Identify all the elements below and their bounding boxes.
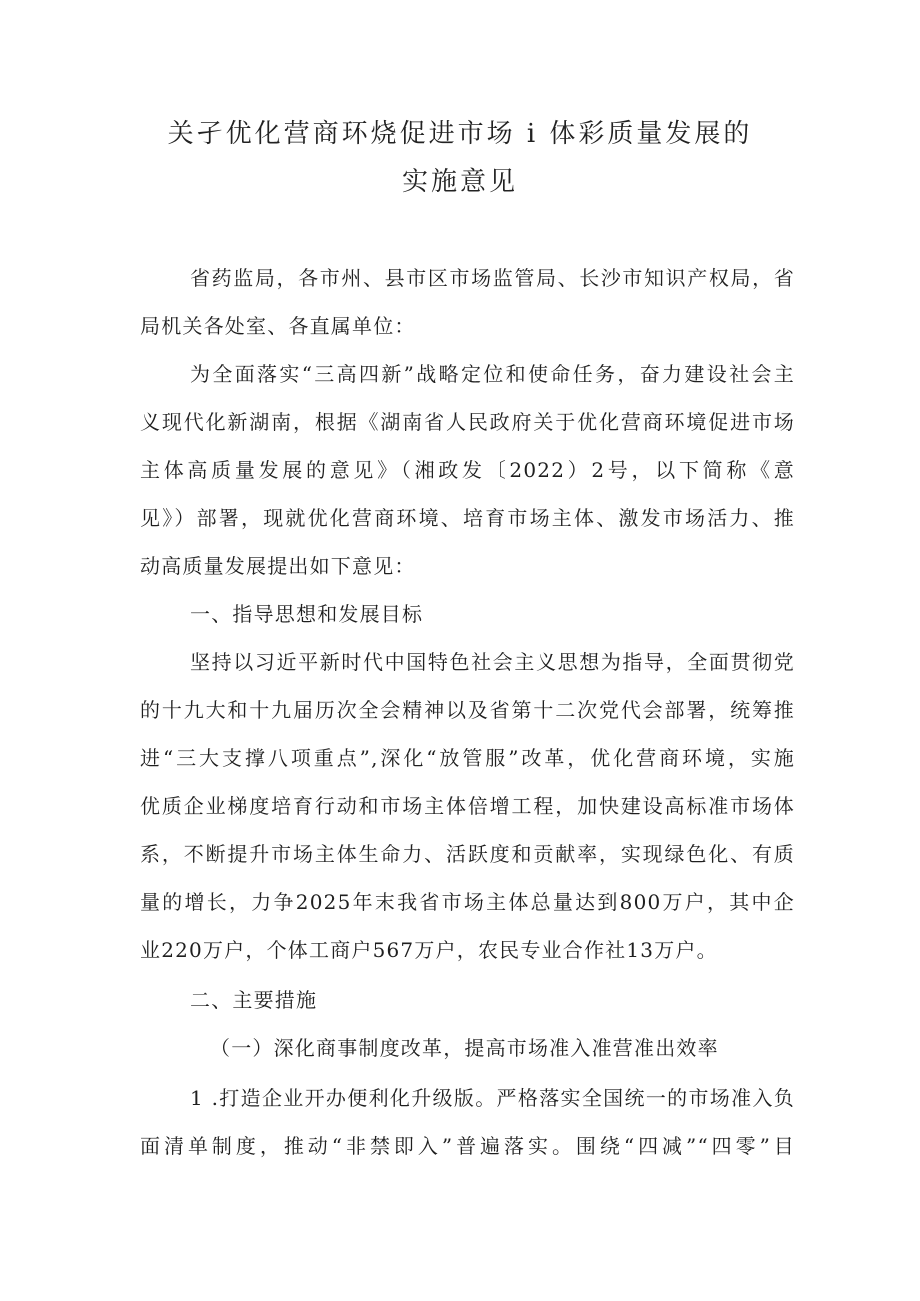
guideline-line-6: 量的增长，力争2025年末我省市场主体总量达到800万户，其中企 [140,890,795,914]
guideline-line-7: 业220万户，个体工商户567万户，农民专业合作社13万户。 [140,938,718,962]
subsection-heading-1: （一）深化商事制度改革，提高市场准入准营准出效率 [210,1036,719,1060]
intro-line-3: 主体高质量发展的意见》（湘政发〔2022）2号，以下简称《意 [140,458,795,482]
guideline-line-5: 系，不断提升市场主体生命力、活跃度和贡献率，实现绿色化、有质 [140,842,795,866]
addressee-line-2: 局机关各处室、各直属单位： [140,314,416,338]
intro-line-5: 动高质量发展提出如下意见： [140,554,416,578]
intro-line-2: 义现代化新湖南，根据《湖南省人民政府关于优化营商环境促进市场 [140,410,795,434]
doc-title-line-2: 实施意见 [401,167,518,197]
measure-line-1: 1 .打造企业开办便利化升级版。严格落实全国统一的市场准入负 [190,1086,795,1110]
addressee-line-1: 省药监局，各市州、县市区市场监管局、长沙市知识产权局，省 [190,266,795,290]
intro-line-4: 见》）部署，现就优化营商环境、培育市场主体、激发市场活力、推 [140,506,795,530]
measure-line-2: 面清单制度，推动“非禁即入”普遍落实。围绕“四减”“四零”目 [140,1134,795,1158]
guideline-line-4: 优质企业梯度培育行动和市场主体倍增工程，加快建设高标准市场体 [140,794,795,818]
guideline-line-1: 坚持以习近平新时代中国特色社会主义思想为指导，全面贯彻党 [190,650,795,674]
doc-title-line-1: 关孑优化营商环烧促进市场 i 体彩质量发展的 [167,119,753,149]
section-heading-1: 一、指导思想和发展目标 [190,602,424,626]
section-heading-2: 二、主要措施 [190,988,318,1012]
guideline-line-2: 的十九大和十九届历次全会精神以及省第十二次党代会部署，统筹推 [140,698,795,722]
guideline-line-3: 进“三大支撑八项重点”,深化“放管服”改革，优化营商环境，实施 [140,746,795,770]
intro-line-1: 为全面落实“三高四新”战略定位和使命任务，奋力建设社会主 [190,362,795,386]
